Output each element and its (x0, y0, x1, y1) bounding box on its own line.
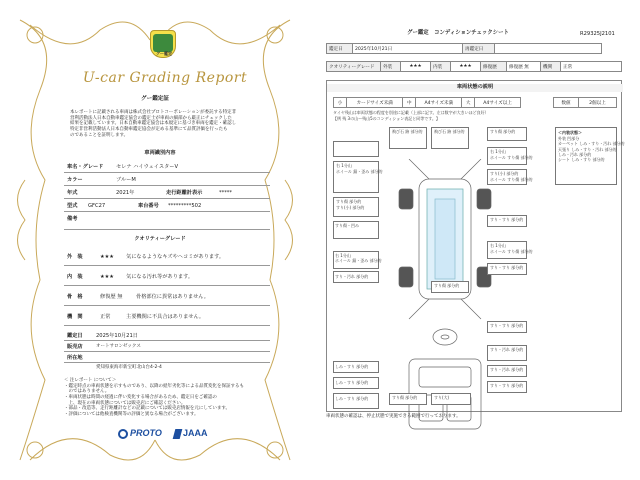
condition-check-sheet (318, 0, 638, 480)
doc-id: R29325J2101 (580, 31, 615, 37)
annotation-box: すり・すり 部分的 (487, 321, 527, 333)
proto-logo: PROTO (118, 428, 174, 440)
emblem-label: グー鑑定 (156, 51, 172, 56)
count-legend: 数値 2個以上 (553, 97, 617, 108)
annotation-box: 右 1分山 ホイール すり傷 部分的 (487, 241, 527, 259)
table-row: 外 装 ★★★ 気になるようなキズやヘコミがあります。 (64, 246, 270, 266)
vehicle-table (64, 160, 270, 230)
jaaa-logo: JAAA (174, 428, 214, 440)
report-title: U-car Grading Report (82, 70, 248, 86)
annotation-box: 飛び石 跡 部分的 (389, 127, 427, 149)
goo-emblem (150, 30, 176, 58)
dealer-info: 鑑定日 2025年10月21日 販売店 オートサロンゼックス 所在地 愛知県東海市新宝町北山台4-2-4 (64, 330, 270, 372)
grade-table: クオリティーグレード 外装 ★★★ 内装 ★★★ 修復歴 修復歴 無 機関 正常 (326, 61, 622, 72)
grading-certificate (0, 0, 310, 480)
table-row: カラー ブルーM (64, 173, 270, 186)
table-row: 年式 2021年 走行距離計表示 ***** (64, 186, 270, 199)
annotation-box: 飛び石 跡 部分的 (431, 127, 469, 149)
quality-table (64, 246, 270, 326)
annotation-box: すり傷 部分的 (389, 393, 427, 405)
annotation-box: すり傷 部分的 すり(小) 部分的 (333, 197, 379, 217)
annotation-box: 右 1分山 ホイール 錆・歪み 部分的 (333, 161, 379, 193)
inspection-date-table: 鑑定日 2025年10月21日 再鑑定日 (326, 43, 602, 54)
annotation-box: すり・汚れ 部分的 (487, 345, 527, 361)
notes: ＜ 注レポート について＞ ・鑑定時点の車両状態を示すものであり、以降の経年劣化等による品質変化を保証するも のではありません。 ・車両状態は時間の経過に伴い変化する場合があるため、鑑定日をご確認の 上、現在の車両状態については販売店にご確認ください。 ・部品・改造等、走行距離計などの記載については販売店情報を元にしています。 ・評価については他検査機関等の評価と異なる場合がございます。 (64, 378, 244, 417)
annotation-box: 右 1分山 ホイール すり傷 部分的 (487, 147, 527, 165)
annotation-box: すり・すり 部分的 (487, 381, 527, 393)
table-row: 備考 (64, 212, 270, 230)
tire-note: タイヤ残山は車両状態の程度を別途に記載（上部に記す。左は数字が大きいほど良好） (333, 110, 489, 115)
footer-note: 車両状態の確認は、停止状態で実施できる範囲で行っております。 (326, 414, 461, 419)
annotation-box: すり・すり 部分的 (487, 215, 527, 227)
table-row: 機 関 正常 主要機関に不具合はありません。 (64, 306, 270, 326)
table-row: 骨 格 修復歴 無 骨格部位に異常はありません。 (64, 286, 270, 306)
annotation-box: すり(小) 部分的 ホイール すり傷 部分的 (487, 169, 527, 185)
quality-section-title: クオリティーグレード (134, 236, 186, 242)
table-row: 型式 GFC27 車台番号 *********502 (64, 199, 270, 212)
table-row: 車名・グレード セレナ ハイウェイスターV (64, 160, 270, 173)
interior-legend: ＜内装状態＞ 外装 凹部分 カーペット しみ・すり・汚れ 部分的 天張り しみ・すり・汚れ 部分的 しみ・汚れ 部分的 シート しみ・すり 部分的 (555, 127, 617, 185)
tire-note-example: 【例 残 3の山〜残山5のコンディション表記と同等です。】 (333, 116, 440, 121)
intro-text: 本レポートに記載される車両は株式会社プロトコーポレーションが委託する特定非 営利活動法人日本自動車鑑定協会の鑑定士が車両の細部から厳正にチェックした 結果を記載しています。日本自動車鑑定協会は本規定に基づき車両を鑑定・確認し 特定非営利活動法人日本自動車鑑定協会が定める基準にて品質評価を行ったも のであることを証明します。 (70, 110, 237, 138)
annotation-box: すり(大) (431, 393, 471, 405)
annotation-box: すり・すり 部分的 (487, 263, 527, 275)
state-title: 車両状態の説明 (327, 84, 623, 92)
cert-heading: グー鑑定証 (141, 96, 169, 102)
annotation-box: すり傷 部分的 (487, 127, 527, 141)
sheet-title: グー鑑定 コンディションチェックシート (407, 30, 509, 36)
annotation-box: すり・汚れ 部分的 (487, 365, 527, 377)
vehicle-section-title: 車両識別内容 (144, 150, 176, 156)
annotation-box: すり傷 部分的 (431, 281, 469, 293)
annotation-box (333, 141, 379, 157)
size-legend: 小 カードサイズ未満 中 A4サイズ未満 大 A4サイズ以上 (333, 97, 521, 108)
vehicle-state-panel: 車両状態の説明 小 カードサイズ未満 中 A4サイズ未満 大 A4サイズ以上 数値 2個以上 タイヤ残山は車両状態の程度を別途に記載（上部に記す。左は数字が大きいほど良好） 【例 残 3の山〜残山5のコンディション表記と同等です。】 すり傷・凹み 右 1分山 ホイール 錆・歪み 部分的 すり・汚れ 部分的 しみ・すり 部分的 しみ・すり 部分的 しみ・すり 部分的 右 1分山 ホイール 錆・歪み 部分的 すり傷 部分的 すり(小) 部分的 飛び石 跡 部分的 飛び石 跡 部分的 すり傷 部分的 すり傷 部分的 右 1分山 ホイール すり傷 部分的 すり(小) 部分的 ホイール すり傷 部分的 すり・すり 部分的 右 1分山 ホイール すり傷 部分的 すり・すり 部分的 すり・すり 部分的 すり・汚れ 部分的 すり・汚れ 部分的 すり・すり 部分的 すり(大) すり傷 部分的 ＜内装状態＞ 外装 凹部分 カーペット しみ・すり・汚れ 部分的 天張り しみ・すり・汚れ 部分的 しみ・汚れ 部分的 シート しみ・すり 部分的 (326, 80, 622, 412)
table-row: 内 装 ★★★ 気になる汚れ等があります。 (64, 266, 270, 286)
